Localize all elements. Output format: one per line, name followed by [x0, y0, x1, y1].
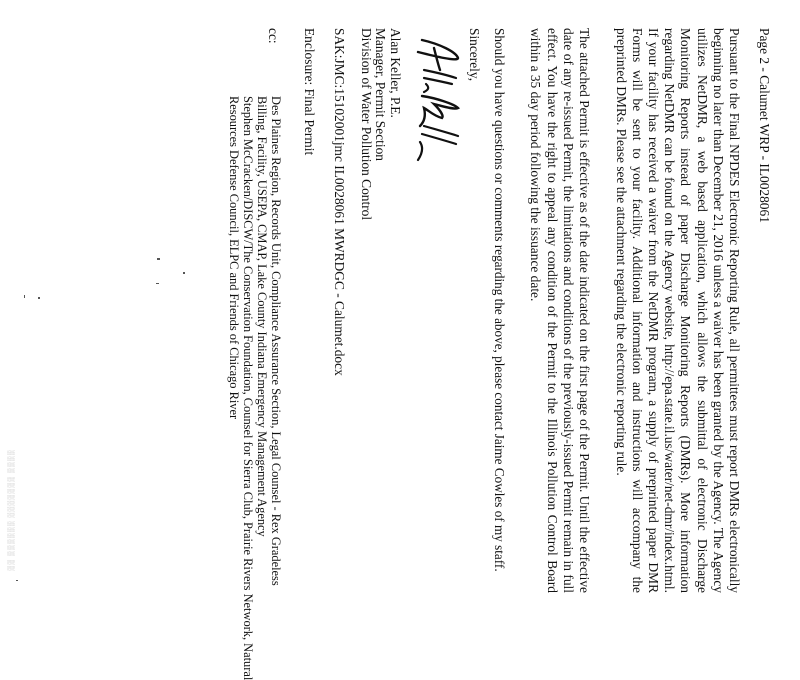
- cc-list: [227, 96, 283, 680]
- signature-block: [359, 28, 403, 220]
- paragraph-permit-effective: [527, 28, 592, 593]
- signer-name: Alan Keller, P.E.: [388, 28, 403, 118]
- text-line: beginning no later than December 21, 2016 unless a waiver has been granted by the Agency. The Agency: [710, 28, 726, 593]
- cc-line: Resources Defense Council, ELPC and Friends of Chicago River: [227, 96, 241, 420]
- page-header: Page 2 - Calumet WRP - IL0028061: [757, 28, 772, 223]
- text-line: effect. You have the right to appeal any condition of the Permit to the Illinois Pollution Control Board: [544, 28, 560, 593]
- closing: Sincerely,: [467, 28, 482, 82]
- text-line: utilizes NetDMR, a web based application, which allows the submittal of electronic Discharge: [694, 28, 710, 593]
- text-line: preprinted DMRs. Please see the attachment regarding the electronic reporting rule.: [613, 28, 629, 476]
- signer-division: Division of Water Pollution Control: [359, 28, 374, 221]
- cc-line: Billing, Facility, USEPA, CMAP, Lake County Indiana Emergency Management Agency: [255, 96, 269, 537]
- paragraph-electronic-reporting: [613, 28, 743, 593]
- text-line: If your facility has received a waiver from the NetDMR program, a supply of preprinted paper DMR: [646, 28, 662, 593]
- cc-line: Des Plaines Region, Records Unit, Compliance Assurance Section, Legal Counsel - Rex Gradeless: [269, 96, 283, 586]
- text-line: regarding NetDMR can be found on the Agency website, http://epa.state.il.us/water/net-dmr/index.html.: [662, 28, 678, 593]
- text-line: date of any re-issued Permit, the limitations and conditions of the previously-issued Permit remain in full: [560, 28, 576, 593]
- scanner-stamp-mark: ░░░░ ░░░░░░░ ░░░░░░ ░░: [7, 450, 15, 572]
- signer-title: Manager, Permit Section: [373, 28, 389, 161]
- text-line: Pursuant to the Final NPDES Electronic Reporting Rule, all permittees must report DMRs electronically: [727, 28, 742, 593]
- handwritten-signature: [404, 34, 464, 164]
- cc-label: cc:: [266, 28, 281, 44]
- reference-line: SAK:JMC:15102001jmc IL0028061 MWRDGC - Calumet.docx: [332, 28, 347, 376]
- enclosure-line: Enclosure: Final Permit: [302, 28, 317, 156]
- paragraph-contact: Should you have questions or comments regarding the above, please contact Jaime Cowles of my staff.: [492, 28, 507, 572]
- cc-line: Stephen McCracken/DISCW/The Conservation Foundation, Counsel for Sierra Club, Prairie Rivers Network, Natural: [241, 96, 255, 680]
- text-line: within a 35 day period following the issuance date.: [528, 28, 544, 302]
- text-line: The attached Permit is effective as of the date indicated on the first page of the Permit. Until the effective: [577, 28, 592, 593]
- text-line: Monitoring Reports instead of paper Discharge Monitoring Reports (DMRs). More information: [678, 28, 694, 593]
- text-line: Forms will be sent to your facility. Additional information and instructions will accompany the: [629, 28, 645, 593]
